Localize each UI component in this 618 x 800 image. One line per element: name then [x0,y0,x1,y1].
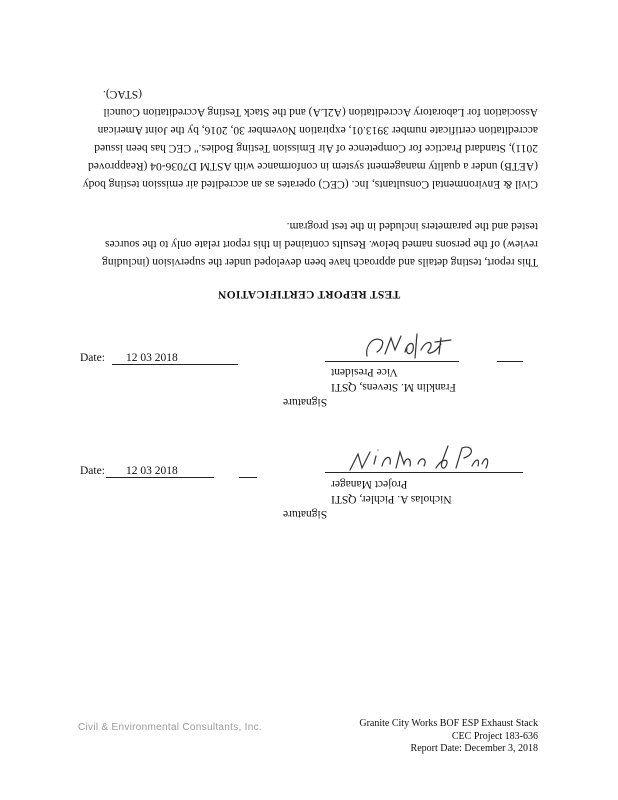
project-number: CEC Project 183-636 [451,730,538,742]
paragraph-line: 2011), Standard Practice for Competence of Air Emission Testing Bodies." CEC has been issued [94,142,538,154]
signature-image [355,320,465,362]
paragraph-line: (STAC). [102,88,142,100]
paragraph-line: review) of the persons named below. Results contained in this report relate only to the sources [105,238,538,250]
signature-line [325,472,523,473]
signature-label: Signature [283,508,328,520]
company-footer: Civil & Environmental Consultants, Inc. [78,722,262,733]
date-underline [112,364,238,365]
signatory-name: Franklin M. Stevens, QSTI [331,381,456,393]
date-underline-extension [239,477,257,478]
signatory-name: Nicholas A. Pichler, QSTI [331,493,452,505]
date-value: 12 03 2018 [126,465,178,477]
signature-line [325,361,459,362]
date-label: Date: [80,352,105,364]
page-title: TEST REPORT CERTIFICATION [217,288,401,300]
date-label: Date: [80,465,105,477]
report-date: Report Date: December 3, 2018 [410,743,538,754]
signatory-title: Project Manager [331,478,408,490]
paragraph-line: accreditation certificate number 3913.01, expiration November 30, 2016, by the Joint American [97,124,538,136]
paragraph-line: Association for Laboratory Accreditation (A2LA) and the Stack Testing Accreditation Council [103,106,538,118]
supervision-paragraph [0,218,618,268]
date-underline [106,477,214,478]
signatory-title: Vice President [331,366,398,378]
paragraph-line: (AETB) under a quality management system in conformance with ASTM D7036-04 (Reapproved [88,160,538,172]
project-footer [359,718,538,756]
paragraph-line: tested and the parameters included in the test program. [286,220,538,232]
accreditation-paragraph [0,88,618,190]
signature-line-extension [497,361,523,362]
signature-image [344,434,494,476]
paragraph-line: Civil & Environmental Consultants, Inc. (CEC) operates as an accredited air emission testing body [82,178,538,190]
date-value: 12 03 2018 [126,352,178,364]
paragraph-line: This report, testing details and approach have been developed under the supervision (including [102,256,538,268]
project-name: Granite City Works BOF ESP Exhaust Stack [359,718,538,729]
signature-label: Signature [283,396,328,408]
